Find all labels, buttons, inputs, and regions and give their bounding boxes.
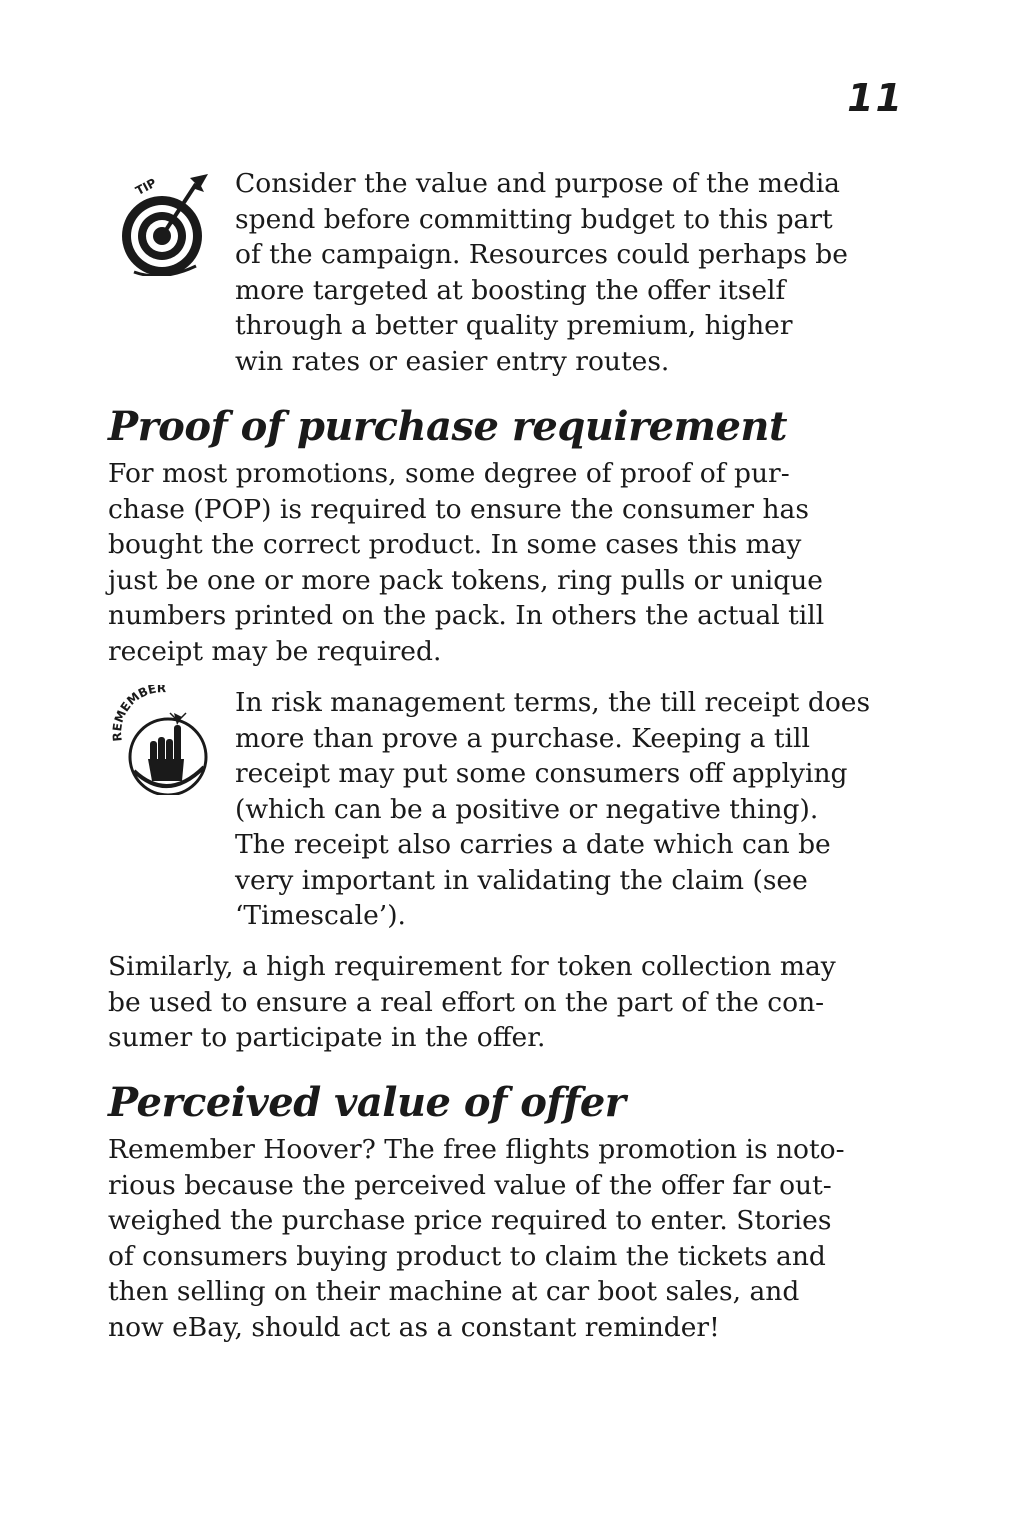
paragraph-line: of consumers buying product to claim the tickets and: [108, 1240, 826, 1272]
tip-line: Consider the value and purpose of the media: [235, 168, 840, 199]
tip-line: through a better quality premium, higher: [235, 310, 793, 341]
body-paragraph: [108, 949, 908, 1056]
section-heading-proof-of-purchase: Proof of purchase requirement: [108, 403, 787, 450]
body-paragraph: [108, 456, 908, 669]
paragraph-line: numbers printed on the pack. In others the actual till: [108, 600, 825, 631]
paragraph-line: For most promotions, some degree of proof of pur-: [108, 458, 790, 489]
tip-line: more targeted at boosting the offer itself: [235, 274, 786, 306]
tip-icon-label: TIP: [133, 175, 159, 199]
remember-icon-label-path: MEMBER: [112, 685, 167, 725]
tip-callout: [108, 166, 918, 381]
tip-target-icon: [112, 166, 212, 276]
paragraph-line: bought the correct product. In some cases this may: [108, 529, 802, 560]
paragraph-line: now eBay, should act as a constant reminder!: [108, 1311, 720, 1343]
paragraph-line: sumer to participate in the offer.: [108, 1022, 546, 1053]
paragraph-line: Remember Hoover? The free flights promotion is noto-: [108, 1134, 845, 1165]
paragraph-line: receipt may be required.: [108, 635, 442, 667]
paragraph-line: then selling on their machine at car boot sales, and: [108, 1276, 800, 1307]
remember-callout: [108, 685, 918, 940]
remember-line: ‘Timescale’).: [235, 900, 406, 931]
remember-line: In risk management terms, the till receipt does: [235, 687, 871, 718]
remember-line: (which can be a positive or negative thing).: [235, 793, 819, 825]
tip-line: of the campaign. Resources could perhaps be: [235, 239, 848, 270]
tip-text: [235, 166, 919, 379]
tip-line: spend before committing budget to this part: [235, 203, 833, 235]
remember-hand-icon: [112, 685, 212, 795]
section-heading-perceived-value: Perceived value of offer: [108, 1079, 626, 1126]
remember-line: very important in validating the claim (see: [235, 864, 808, 896]
remember-line: receipt may put some consumers off applying: [235, 758, 848, 789]
remember-line: more than prove a purchase. Keeping a till: [235, 722, 810, 754]
paragraph-line: be used to ensure a real effort on the part of the con-: [108, 986, 825, 1018]
page-number: 11: [847, 76, 904, 120]
paragraph-line: weighed the purchase price required to enter. Stories: [108, 1205, 832, 1236]
remember-line: The receipt also carries a date which can be: [235, 829, 831, 860]
paragraph-line: chase (POP) is required to ensure the consumer has: [108, 493, 809, 525]
remember-text: [235, 685, 919, 934]
paragraph-line: just be one or more pack tokens, ring pulls or unique: [108, 564, 823, 596]
paragraph-line: rious because the perceived value of the offer far out-: [108, 1169, 832, 1201]
body-paragraph: [108, 1132, 908, 1345]
tip-line: win rates or easier entry routes.: [235, 345, 670, 377]
paragraph-line: Similarly, a high requirement for token collection may: [108, 951, 836, 982]
